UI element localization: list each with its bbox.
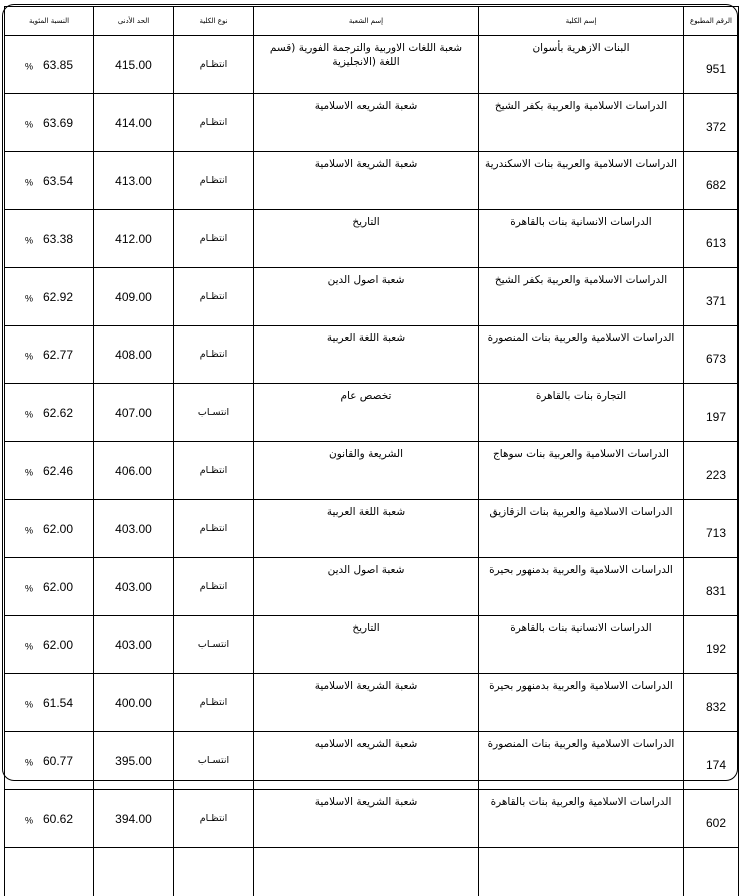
empty-cell [684, 848, 739, 896]
cell-type: انتظـام [174, 558, 254, 616]
cell-percent [5, 674, 94, 732]
cell-code: 602 [684, 790, 739, 848]
table-row [5, 94, 739, 152]
table-row [5, 732, 739, 790]
cell-min: 408.00 [94, 326, 174, 384]
cell-min: 407.00 [94, 384, 174, 442]
cell-percent [5, 326, 94, 384]
cell-type: انتظـام [174, 674, 254, 732]
percent-value: 62.00 [43, 638, 73, 652]
cell-min: 400.00 [94, 674, 174, 732]
table-row [5, 674, 739, 732]
cell-college: الدراسات الاسلامية والعربية بنات المنصورة [479, 326, 684, 384]
cell-college: الدراسات الاسلامية والعربية بنات سوهاج [479, 442, 684, 500]
cell-min: 412.00 [94, 210, 174, 268]
cell-percent [5, 790, 94, 848]
cell-min: 413.00 [94, 152, 174, 210]
cell-code: 174 [684, 732, 739, 790]
cell-code: 831 [684, 558, 739, 616]
cell-percent [5, 152, 94, 210]
cell-college: الدراسات الاسلامية والعربية بنات بالقاهرة [479, 790, 684, 848]
percent-sign: % [25, 409, 33, 419]
cell-college: الدراسات الانسانية بنات بالقاهرة [479, 210, 684, 268]
cell-type: انتظـام [174, 94, 254, 152]
percent-value: 62.92 [43, 290, 73, 304]
percent-value: 61.54 [43, 696, 73, 710]
percent-sign: % [25, 119, 33, 129]
cell-college: الدراسات الاسلامية والعربية بنات المنصورة [479, 732, 684, 790]
cell-type: انتظـام [174, 442, 254, 500]
table-row [5, 384, 739, 442]
cell-min: 403.00 [94, 558, 174, 616]
cell-type: انتظـام [174, 326, 254, 384]
table-row [5, 442, 739, 500]
header-code: الرقم المطبوع [684, 7, 739, 36]
percent-value: 62.00 [43, 522, 73, 536]
cell-branch: شعبة الشريعة الاسلامية [254, 674, 479, 732]
table-row [5, 152, 739, 210]
header-type: نوع الكلية [174, 7, 254, 36]
empty-cell [254, 848, 479, 896]
cell-min: 414.00 [94, 94, 174, 152]
percent-sign: % [25, 467, 33, 477]
percent-sign: % [25, 583, 33, 593]
cell-branch: شعبة الشريعه الاسلامية [254, 94, 479, 152]
percent-sign: % [25, 699, 33, 709]
cell-min: 403.00 [94, 616, 174, 674]
cell-percent [5, 616, 94, 674]
cell-type: انتظـام [174, 790, 254, 848]
cell-percent [5, 500, 94, 558]
cell-type: انتسـاب [174, 616, 254, 674]
percent-sign: % [25, 641, 33, 651]
percent-value: 63.38 [43, 232, 73, 246]
percent-value: 62.77 [43, 348, 73, 362]
empty-cell [94, 848, 174, 896]
cell-min: 409.00 [94, 268, 174, 326]
cell-branch: شعبة الشريعة الاسلامية [254, 790, 479, 848]
cell-percent [5, 384, 94, 442]
cell-percent [5, 94, 94, 152]
cell-min: 403.00 [94, 500, 174, 558]
table-row [5, 500, 739, 558]
percent-sign: % [25, 351, 33, 361]
cell-percent [5, 210, 94, 268]
percent-value: 62.46 [43, 464, 73, 478]
empty-cell [479, 848, 684, 896]
cell-branch: تخصص عام [254, 384, 479, 442]
results-table [4, 6, 739, 896]
cell-college: الدراسات الاسلامية والعربية بنات الاسكندرية [479, 152, 684, 210]
cell-code: 832 [684, 674, 739, 732]
cell-type: انتظـام [174, 268, 254, 326]
percent-sign: % [25, 293, 33, 303]
percent-sign: % [25, 815, 33, 825]
cell-college: التجارة بنات بالقاهرة [479, 384, 684, 442]
cell-branch: شعبة اللغات الاوربية والترجمة الفورية (قسم اللغة (الانجليزية [254, 36, 479, 94]
cell-percent [5, 732, 94, 790]
cell-code: 223 [684, 442, 739, 500]
header-row [5, 7, 739, 36]
percent-sign: % [25, 235, 33, 245]
header-min: الحد الأدنى [94, 7, 174, 36]
cell-college: الدراسات الاسلامية والعربية بكفر الشيخ [479, 268, 684, 326]
cell-branch: شعبة الشريعه الاسلاميه [254, 732, 479, 790]
table-row [5, 268, 739, 326]
percent-value: 63.69 [43, 116, 73, 130]
table-row [5, 616, 739, 674]
cell-min: 415.00 [94, 36, 174, 94]
cell-college: الدراسات الانسانية بنات بالقاهرة [479, 616, 684, 674]
percent-value: 60.77 [43, 754, 73, 768]
percent-value: 60.62 [43, 812, 73, 826]
percent-sign: % [25, 525, 33, 535]
table-row [5, 558, 739, 616]
cell-min: 394.00 [94, 790, 174, 848]
cell-code: 673 [684, 326, 739, 384]
empty-cell [174, 848, 254, 896]
cell-branch: التاريخ [254, 616, 479, 674]
cell-percent [5, 268, 94, 326]
cell-code: 713 [684, 500, 739, 558]
cell-branch: شعبة اصول الدين [254, 558, 479, 616]
cell-percent [5, 36, 94, 94]
percent-value: 63.85 [43, 58, 73, 72]
percent-sign: % [25, 757, 33, 767]
cell-branch: شعبة الشريعة الاسلامية [254, 152, 479, 210]
cell-type: انتسـاب [174, 732, 254, 790]
cell-code: 197 [684, 384, 739, 442]
table-row [5, 790, 739, 848]
cell-min: 406.00 [94, 442, 174, 500]
cell-min: 395.00 [94, 732, 174, 790]
cell-code: 371 [684, 268, 739, 326]
header-college: إسم الكلية [479, 7, 684, 36]
cell-branch: التاريخ [254, 210, 479, 268]
cell-type: انتسـاب [174, 384, 254, 442]
cell-branch: الشريعة والقانون [254, 442, 479, 500]
cell-type: انتظـام [174, 500, 254, 558]
cell-college: الدراسات الاسلامية والعربية بنات الزقازيق [479, 500, 684, 558]
percent-sign: % [25, 61, 33, 71]
table-row [5, 36, 739, 94]
cell-branch: شعبة اصول الدين [254, 268, 479, 326]
table-row [5, 326, 739, 384]
percent-value: 62.62 [43, 406, 73, 420]
cell-branch: شعبة اللغة العربية [254, 326, 479, 384]
cell-code: 192 [684, 616, 739, 674]
cell-college: الدراسات الاسلامية والعربية بكفر الشيخ [479, 94, 684, 152]
cell-code: 372 [684, 94, 739, 152]
percent-value: 63.54 [43, 174, 73, 188]
empty-cell [5, 848, 94, 896]
cell-code: 613 [684, 210, 739, 268]
cell-college: البنات الازهرية بأسوان [479, 36, 684, 94]
cell-code: 682 [684, 152, 739, 210]
cell-code: 951 [684, 36, 739, 94]
cell-percent [5, 442, 94, 500]
cell-college: الدراسات الاسلامية والعربية بدمنهور بحيرة [479, 558, 684, 616]
cell-type: انتظـام [174, 152, 254, 210]
cell-percent [5, 558, 94, 616]
cell-college: الدراسات الاسلامية والعربية بدمنهور بحيرة [479, 674, 684, 732]
header-percent: النسبة المئوية [5, 7, 94, 36]
header-branch: إسم الشعبة [254, 7, 479, 36]
cell-type: انتظـام [174, 210, 254, 268]
empty-row [5, 848, 739, 896]
percent-sign: % [25, 177, 33, 187]
table-row [5, 210, 739, 268]
cell-branch: شعبة اللغة العربية [254, 500, 479, 558]
percent-value: 62.00 [43, 580, 73, 594]
cell-type: انتظـام [174, 36, 254, 94]
